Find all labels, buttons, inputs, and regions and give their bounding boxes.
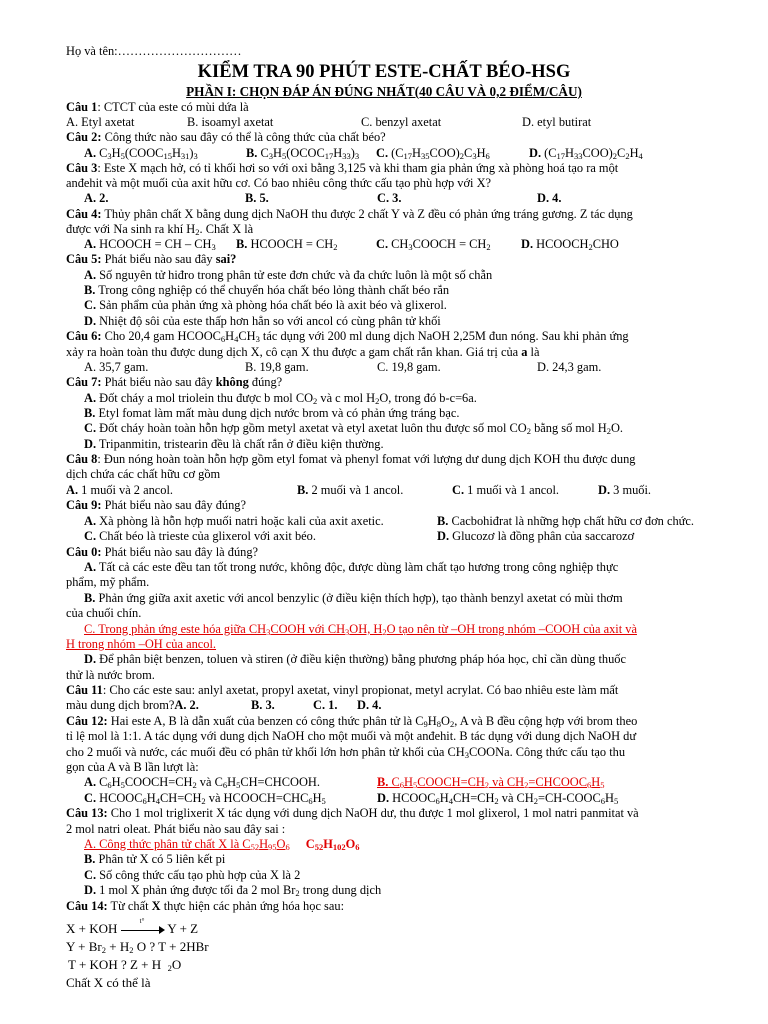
q6-option-d: D. 24,3 gam. [537,360,602,374]
q5-option-c: C. Sản phẩm của phản ứng xà phòng hóa chất béo là axit béo và glixerol. [84,298,447,312]
q1-option-d: D. etyl butirat [522,115,592,129]
q10-option-a: A. Tất cả các este đều tan tốt trong nước, không độc, được dùng làm chất tạo hương trong công nghiệp thực [84,560,619,574]
question-3-cont: anđehit và một muối của axit hữu cơ. Có bao nhiêu công thức cấu tạo phù hợp với X? [66,176,492,190]
question-5: Câu 5: Phát biểu nào sau đây sai? [66,252,237,266]
q8-option-d: D. 3 muối. [598,483,652,497]
question-3: Câu 3: Este X mạch hở, có tỉ khối hơi so với oxi bằng 3,125 và khi tham gia phản ứng xà phòng hoá tạo ra một [66,161,619,175]
q12-option-d: D. $HCOOC_6H_4CH=CH_2$ và $CH_2=CH-COOC_6H_5$ [377,791,619,806]
section-heading: PHẦN I: CHỌN ĐÁP ÁN ĐÚNG NHẤT(40 CÂU VÀ 0,2 ĐIỂM/CÂU) [186,84,582,99]
question-7: Câu 7: Phát biểu nào sau đây không đúng? [66,375,283,389]
q1-option-a: A. Etyl axetat [66,115,135,129]
question-12: Câu 12: Hai este A, B là dẫn xuất của benzen có công thức phân tử là $C_9H_8O_2$, A và B đều cộng hợp với brom theo [66,714,638,729]
q9-option-b: B. Cacbohiđrat là những hợp chất hữu cơ đơn chức. [437,514,694,528]
q3-option-c: C. 3. [377,191,402,205]
question-1: Câu 1: CTCT của este có mùi dứa là [66,100,249,114]
q2-option-a: A. $C_3H_5(COOC_{15}H_{31})_3$ [84,146,198,161]
q7-option-a: A. Đốt cháy a mol triolein thu được b mol $CO_2$ và c mol $H_2O$, trong đó b-c=6a. [84,391,477,406]
q10-option-b: B. Phản ứng giữa axit axetic với ancol benzylic (ở điều kiện thích hợp), tạo thành benzyl axetat có mùi thơm [84,591,623,605]
q3-option-a: A. 2. [84,191,109,205]
q4-option-c: C. $CH_3COOCH = CH_2$ [376,237,491,252]
name-field-label: Họ và tên:………………………… [66,44,242,58]
q2-option-d: D. $(C_{17}H_{33}COO)_2C_2H_4$ [529,146,643,161]
question-4: Câu 4: Thủy phân chất X bằng dung dịch NaOH thu được 2 chất Y và Z đều có phản ứng tráng gương. Z tác dụng [66,207,633,221]
q6-option-a: A. 35,7 gam. [84,360,149,374]
reaction-1: X + KOH t° Y + Z [66,917,199,936]
q5-option-a: A. Số nguyên tử hiđro trong phân tử este đơn chức và đa chức luôn là một số chẵn [84,268,493,282]
q10-option-c-answer: C. Trong phản ứng este hóa giữa $CH_3COOH$ với $CH_3OH$, $H_2O$ tạo nên từ –OH trong nhóm –COOH của axit và [84,622,637,637]
q4-option-b: B. HCOOCH = $CH_2$ [236,237,338,252]
q11-option-b: B. 3. [251,698,275,712]
question-6: Câu 6: Cho 20,4 gam $HCOOC_6H_4CH_3$ tác dụng với 200 ml dung dịch NaOH 2,25M đun nóng. Sau khi phản ứng [66,329,629,344]
q12-option-c: C. $HCOOC_6H_4CH=CH_2$ và $HCOOCH=CHC_6H_5$ [84,791,326,806]
q1-option-b: B. isoamyl axetat [187,115,274,129]
question-6-cont: xảy ra hoàn toàn thu được dung dịch X, cô cạn X thu được a gam chất rắn khan. Giá trị của a là [66,345,540,359]
q13-option-b: B. Phân tử X có 5 liên kết pi [84,852,226,866]
q8-option-c: C. 1 muối và 1 ancol. [452,483,560,497]
q4-option-d: D. $HCOOCH_2CHO$ [521,237,619,252]
q2-option-b: B. $C_3H_5(OCOC_{17}H_{33})_3$ [246,146,360,161]
q5-option-b: B. Trong công nghiệp có thể chuyển hóa chất béo lỏng thành chất béo rắn [84,283,450,297]
q9-option-d: D. Glucozơ là đồng phân của saccarozơ [437,529,635,543]
question-8-cont: dịch chứa các chất hữu cơ gồm [66,467,221,481]
q13-option-d: D. 1 mol X phản ứng được tối đa 2 mol $Br_2$ trong dung dịch [84,883,382,898]
q9-option-a: A. Xà phòng là hỗn hợp muối natri hoặc kali của axit axetic. [84,514,384,528]
question-12-line2: tỉ lệ mol là 1:1. A tác dụng với dung dịch NaOH cho một muối và một anđehit. B tác dụng với dung dịch NaOH dư [66,729,637,743]
q10-option-d: D. Để phân biệt benzen, toluen và stiren (ở điều kiện thường) bằng phương pháp hóa học, chỉ cần dùng thuốc [84,652,627,666]
q8-option-b: B. 2 muối và 1 ancol. [297,483,404,497]
reaction-2: $Y + Br_2 + H_2$ O ? T + 2HBr [66,939,209,955]
q13-option-a-answer: A. Công thức phân tử chất X là $C_{52}H_{95}O_6$ $C_{52}H_{102}O_6$ [84,837,360,852]
exam-title: KIỂM TRA 90 PHÚT ESTE-CHẤT BÉO-HSG [197,62,571,82]
question-14-prompt: Chất X có thể là [66,975,151,990]
q10-option-a-cont: phẩm, mỹ phẩm. [66,575,150,589]
q3-option-b: B. 5. [245,191,269,205]
question-2: Câu 2: Công thức nào sau đây có thể là công thức của chất béo? [66,130,386,144]
q10-option-c-answer-cont: H trong nhóm –OH của ancol. [66,637,217,651]
reaction-3: T + KOH ? Z + H $_2$O [68,957,182,973]
question-8: Câu 8: Đun nóng hoàn toàn hỗn hợp gồm etyl fomat và phenyl fomat với lượng dư dung dịch KOH thu được dung [66,452,636,466]
q5-option-d: D. Nhiệt độ sôi của este thấp hơn hẳn so với ancol có cùng phân tử khối [84,314,441,328]
q6-option-c: C. 19,8 gam. [377,360,441,374]
q10-option-b-cont: của chuối chín. [66,606,142,620]
question-11-cont: màu dung dịch brom?A. 2. [66,698,199,712]
q9-option-c: C. Chất béo là trieste của glixerol với axit béo. [84,529,316,543]
reaction-arrow-icon: t° [121,925,165,935]
q1-option-c: C. benzyl axetat [361,115,442,129]
q6-option-b: B. 19,8 gam. [245,360,309,374]
q4-option-a: A. HCOOCH = CH – $CH_3$ [84,237,216,252]
question-13-cont: 2 mol natri oleat. Phát biểu nào sau đây sai : [66,822,286,836]
question-9: Câu 9: Phát biểu nào sau đây đúng? [66,498,246,512]
q12-option-b-answer: B. $C_6H_5COOCH=CH_2$ và $CH_2=CHCOOC_6H_5$ [377,775,605,790]
q10-option-d-cont: thử là nước brom. [66,668,155,682]
q7-option-b: B. Etyl fomat làm mất màu dung dịch nước brom và có phản ứng tráng bạc. [84,406,460,420]
question-10: Câu 0: Phát biểu nào sau đây là đúng? [66,545,259,559]
q8-option-a: A. 1 muối và 2 ancol. [66,483,174,497]
q12-option-a: A. $C_6H_5COOCH=CH_2$ và $C_6H_5CH=CHCOOH$. [84,775,320,790]
q13-option-c: C. Số công thức cấu tạo phù hợp của X là 2 [84,868,301,882]
q3-option-d: D. 4. [537,191,562,205]
question-14: Câu 14: Từ chất X thực hiện các phản ứng hóa học sau: [66,899,345,913]
q2-option-c: C. $(C_{17}H_{35}COO)_2C_3H_6$ [376,146,490,161]
q7-option-d: D. Tripanmitin, tristearin đều là chất rắn ở điều kiện thường. [84,437,384,451]
question-11: Câu 11: Cho các este sau: anlyl axetat, propyl axetat, vinyl propionat, metyl acrylat. Có bao nhiêu este làm mất [66,683,619,697]
q11-option-c: C. 1. [313,698,338,712]
question-12-line3: cho 2 muối và nước, các muối đều có phân tử khối lớn hơn phân tử khối của $CH_3COONa$. Công thức cấu tạo thu [66,745,626,760]
question-4-cont: được với Na sinh ra khí $H_2$. Chất X là [66,222,254,237]
q11-option-d: D. 4. [357,698,382,712]
question-13: Câu 13: Cho 1 mol triglixerit X tác dụng với dung dịch NaOH dư, thu được 1 mol glixerol, 1 mol natri panmitat và [66,806,639,820]
q7-option-c: C. Đốt cháy hoàn toàn hỗn hợp gồm metyl axetat và etyl axetat luôn thu được số mol $CO_2$ bằng số mol $H_2O$. [84,421,624,436]
question-12-line4: gọn của A và B lần lượt là: [66,760,199,774]
